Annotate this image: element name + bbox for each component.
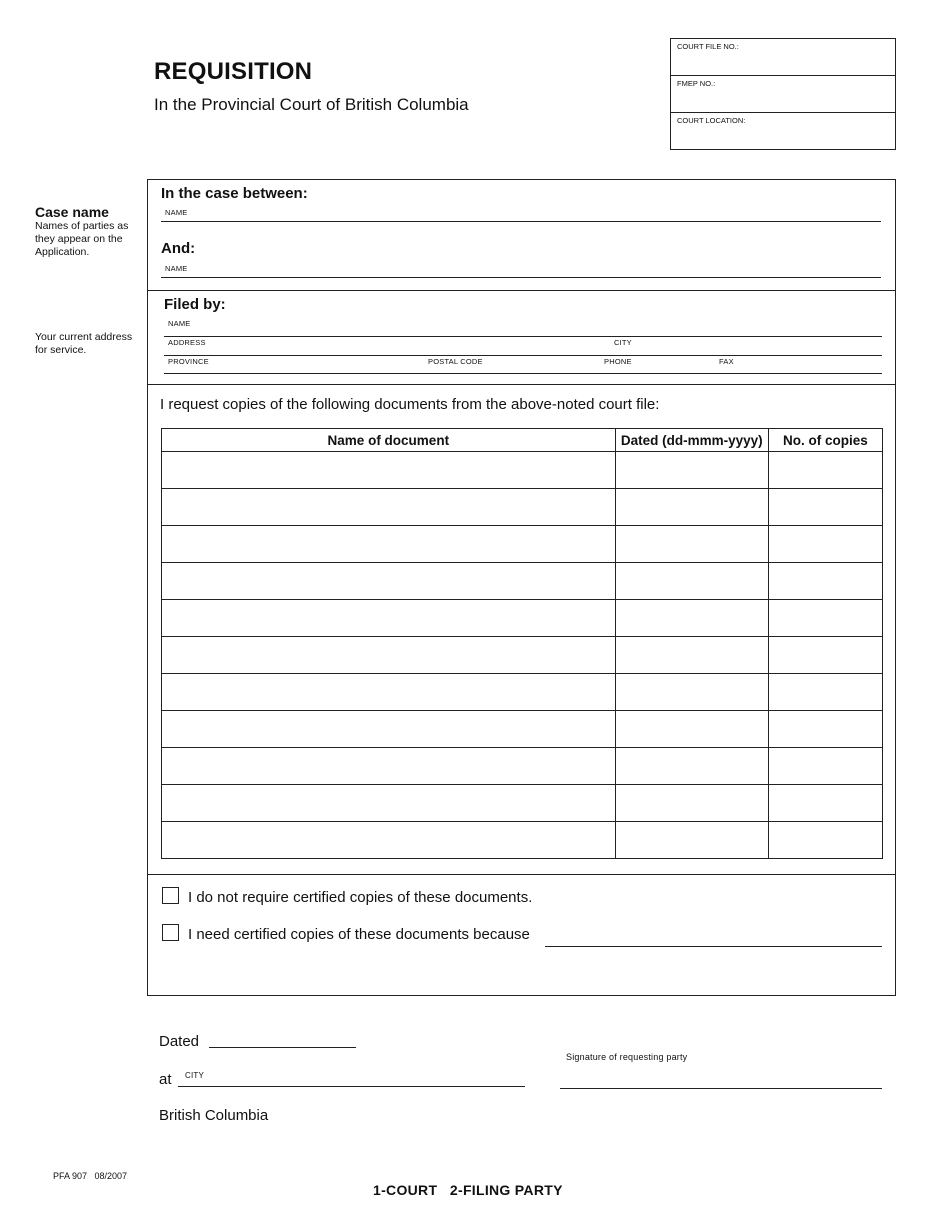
fmep-label: FMEP NO.: xyxy=(677,79,716,88)
table-row xyxy=(162,674,883,711)
filer-name-line[interactable] xyxy=(164,336,882,337)
table-row xyxy=(162,637,883,674)
dated-cell[interactable] xyxy=(615,785,768,822)
filer-address-line[interactable] xyxy=(164,355,882,356)
party-1-name-line[interactable] xyxy=(161,221,881,222)
form-title: REQUISITION xyxy=(154,58,313,85)
dated-line[interactable] xyxy=(209,1047,356,1048)
section-divider xyxy=(148,384,895,385)
copies-distribution: 1-COURT 2-FILING PARTY xyxy=(373,1182,563,1198)
filer-phone-label: PHONE xyxy=(604,357,632,366)
dated-cell[interactable] xyxy=(615,526,768,563)
document-name-cell[interactable] xyxy=(162,674,616,711)
section-divider xyxy=(148,874,895,875)
document-name-cell[interactable] xyxy=(162,637,616,674)
copies-cell[interactable] xyxy=(768,489,882,526)
table-row xyxy=(162,563,883,600)
filer-city-label: CITY xyxy=(614,338,632,347)
copies-cell[interactable] xyxy=(768,822,882,859)
dated-cell[interactable] xyxy=(615,748,768,785)
dated-cell[interactable] xyxy=(615,637,768,674)
court-info-box xyxy=(670,38,896,150)
court-file-field[interactable] xyxy=(671,39,895,76)
table-row xyxy=(162,748,883,785)
copies-cell[interactable] xyxy=(768,526,882,563)
table-row xyxy=(162,822,883,859)
address-note: Your current address for service. xyxy=(35,331,133,356)
column-header-dated: Dated (dd-mmm-yyyy) xyxy=(615,429,768,452)
need-certified-label: I need certified copies of these documents because xyxy=(188,926,530,943)
court-location-field[interactable] xyxy=(671,113,895,149)
table-row xyxy=(162,526,883,563)
at-label: at xyxy=(159,1071,172,1088)
case-between-heading: In the case between: xyxy=(161,185,308,202)
table-row xyxy=(162,452,883,489)
dated-cell[interactable] xyxy=(615,489,768,526)
city-line[interactable] xyxy=(178,1086,525,1087)
table-row xyxy=(162,785,883,822)
copies-cell[interactable] xyxy=(768,452,882,489)
document-name-cell[interactable] xyxy=(162,563,616,600)
copies-cell[interactable] xyxy=(768,785,882,822)
dated-cell[interactable] xyxy=(615,711,768,748)
document-name-cell[interactable] xyxy=(162,822,616,859)
dated-cell[interactable] xyxy=(615,822,768,859)
no-certified-label: I do not require certified copies of these documents. xyxy=(188,889,533,906)
dated-cell[interactable] xyxy=(615,452,768,489)
document-name-cell[interactable] xyxy=(162,489,616,526)
request-statement: I request copies of the following documents from the above-noted court file: xyxy=(160,396,660,413)
copies-cell[interactable] xyxy=(768,600,882,637)
party-1-name-label: NAME xyxy=(165,208,188,217)
document-name-cell[interactable] xyxy=(162,526,616,563)
filer-fax-label: FAX xyxy=(719,357,734,366)
court-file-label: COURT FILE NO.: xyxy=(677,42,739,51)
copies-cell[interactable] xyxy=(768,674,882,711)
form-code: PFA 907 08/2007 xyxy=(53,1171,128,1181)
section-divider xyxy=(148,290,895,291)
filer-name-label: NAME xyxy=(168,319,191,328)
province-text: British Columbia xyxy=(159,1107,269,1124)
filer-contact-line[interactable] xyxy=(164,373,882,374)
column-header-copies: No. of copies xyxy=(768,429,882,452)
dated-cell[interactable] xyxy=(615,563,768,600)
dated-cell[interactable] xyxy=(615,674,768,711)
table-row xyxy=(162,600,883,637)
signature-label: Signature of requesting party xyxy=(566,1052,688,1062)
case-name-title: Case name xyxy=(35,204,109,220)
dated-cell[interactable] xyxy=(615,600,768,637)
certified-reason-line[interactable] xyxy=(545,946,882,947)
document-name-cell[interactable] xyxy=(162,452,616,489)
copies-cell[interactable] xyxy=(768,711,882,748)
form-frame xyxy=(147,179,896,996)
need-certified-checkbox[interactable] xyxy=(162,924,179,941)
filed-by-heading: Filed by: xyxy=(164,296,226,313)
copies-cell[interactable] xyxy=(768,563,882,600)
copies-cell[interactable] xyxy=(768,748,882,785)
and-heading: And: xyxy=(161,240,196,257)
document-name-cell[interactable] xyxy=(162,711,616,748)
party-2-name-label: NAME xyxy=(165,264,188,273)
fmep-field[interactable] xyxy=(671,76,895,113)
filer-postal-code-label: POSTAL CODE xyxy=(428,357,483,366)
signature-line[interactable] xyxy=(560,1088,882,1089)
table-row xyxy=(162,489,883,526)
party-2-name-line[interactable] xyxy=(161,277,881,278)
copies-cell[interactable] xyxy=(768,637,882,674)
no-certified-checkbox[interactable] xyxy=(162,887,179,904)
column-header-document: Name of document xyxy=(162,429,616,452)
dated-label: Dated xyxy=(159,1033,200,1050)
court-location-label: COURT LOCATION: xyxy=(677,116,746,125)
city-label: CITY xyxy=(185,1071,205,1080)
filer-address-label: ADDRESS xyxy=(168,338,206,347)
document-name-cell[interactable] xyxy=(162,600,616,637)
filer-province-label: PROVINCE xyxy=(168,357,209,366)
document-name-cell[interactable] xyxy=(162,785,616,822)
document-name-cell[interactable] xyxy=(162,748,616,785)
case-name-note: Names of parties as they appear on the Application. xyxy=(35,220,129,258)
documents-table xyxy=(161,428,883,859)
court-subtitle: In the Provincial Court of British Columbia xyxy=(154,95,469,114)
table-row xyxy=(162,711,883,748)
